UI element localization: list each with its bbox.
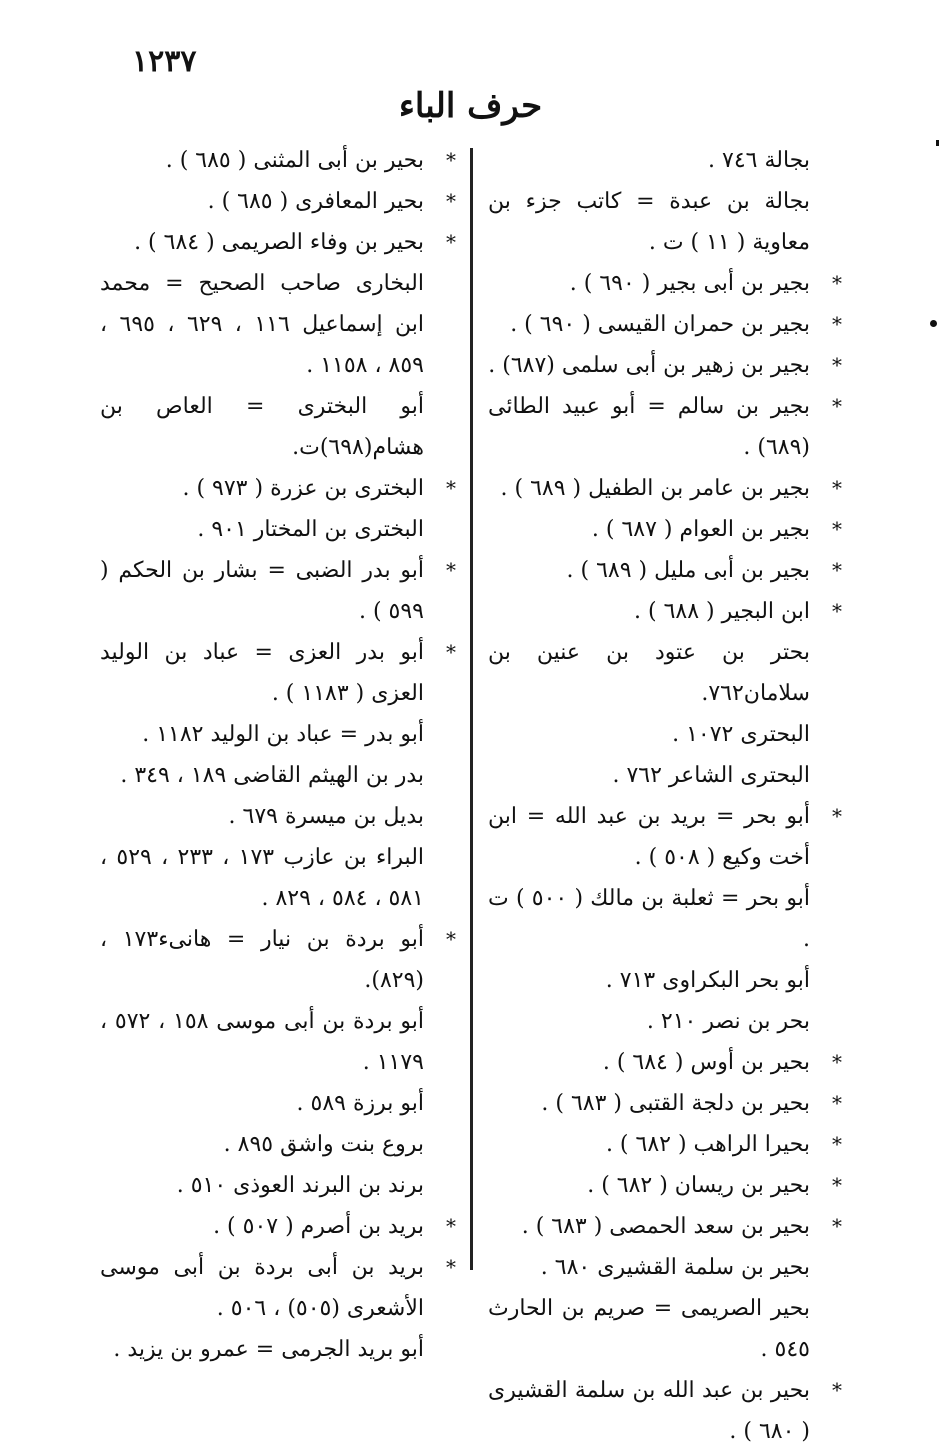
left-column	[100, 140, 464, 1370]
entry-text: بجير بن عامر بن الطفيل ( ٦٨٩ ) .	[500, 476, 810, 501]
index-entry	[488, 591, 850, 632]
entry-marker: *	[446, 230, 456, 254]
index-entry	[488, 509, 850, 550]
entry-text: أبو بحر = بريد بن عبد الله = ابن أخت وكيع ( ٥٠٨ ) .	[488, 804, 810, 870]
entry-text: بحير بن عبد الله بن سلمة القشيرى ( ٦٨٠ ) .	[488, 1378, 810, 1444]
entry-text: بروع بنت واشق ٨٩٥ .	[223, 1132, 424, 1157]
entry-text: بحير بن أبى المثنى ( ٦٨٥ ) .	[165, 148, 424, 173]
entry-marker: *	[832, 312, 842, 336]
index-entry	[488, 632, 850, 714]
index-entry	[100, 632, 464, 714]
entry-marker: *	[446, 476, 456, 500]
entry-text: البحترى ١٠٧٢ .	[672, 722, 810, 747]
index-entry	[488, 263, 850, 304]
entry-text: بجير بن زهير بن أبى سلمى (٦٨٧) .	[488, 353, 810, 378]
index-entry	[100, 509, 464, 550]
entry-text: أبو بدر الضبى = بشار بن الحكم ( ٥٩٩ ) .	[100, 558, 424, 624]
index-entry	[100, 1083, 464, 1124]
entry-text: البحترى الشاعر ٧٦٢ .	[612, 763, 810, 788]
entry-marker: *	[446, 558, 456, 582]
entry-text: البراء بن عازب ١٧٣ ، ٢٣٣ ، ٥٢٩ ، ٥٨١ ، ٥٨٤ ، ٨٢٩ .	[100, 845, 425, 911]
entry-text: بحتر بن عتود بن عنين بن سلامان٧٦٢.	[488, 640, 810, 706]
index-entry	[488, 1206, 850, 1247]
index-entry	[100, 140, 464, 181]
index-entry	[100, 1001, 464, 1083]
index-entry	[100, 222, 464, 263]
entry-marker: *	[832, 599, 842, 623]
entry-text: بحيرا الراهب ( ٦٨٢ ) .	[605, 1132, 810, 1157]
entry-text: بريد بن أبى بردة بن أبى موسى الأشعرى (٥٠٥) ، ٥٠٦ .	[100, 1255, 424, 1321]
index-entry	[100, 1247, 464, 1329]
entry-marker: *	[832, 1378, 842, 1402]
entry-text: بجير بن العوام ( ٦٨٧ ) .	[591, 517, 810, 542]
page-number: ١٢٣٧	[132, 44, 197, 79]
index-entry	[488, 960, 850, 1001]
index-entry	[100, 263, 464, 386]
index-entry	[488, 1247, 850, 1288]
entry-marker: *	[832, 1050, 842, 1074]
entry-text: بجير بن أبى بجير ( ٦٩٠ ) .	[569, 271, 810, 296]
entry-marker: *	[446, 148, 456, 172]
index-entry	[488, 878, 850, 960]
entry-marker: *	[832, 558, 842, 582]
entry-text: برند بن البرند العوذى ٥١٠ .	[176, 1173, 424, 1198]
entry-marker: *	[446, 927, 456, 951]
index-entry	[100, 1124, 464, 1165]
entry-text: أبو برزة ٥٨٩ .	[296, 1091, 424, 1116]
index-entry	[488, 714, 850, 755]
index-entry	[488, 140, 850, 181]
entry-text: بجير بن أبى مليل ( ٦٨٩ ) .	[566, 558, 810, 583]
index-entry	[488, 386, 850, 468]
entry-text: بحير بن سعد الحمصى ( ٦٨٣ ) .	[521, 1214, 810, 1239]
entry-text: بريد بن أصرم ( ٥٠٧ ) .	[213, 1214, 424, 1239]
entry-text: بحير بن وفاء الصريمى ( ٦٨٤ ) .	[134, 230, 424, 255]
entry-text: البخارى صاحب الصحيح = محمد ابن إسماعيل ١١٦ ، ٦٢٩ ، ٦٩٥ ، ٨٥٩ ، ١١٥٨ .	[100, 271, 425, 378]
index-entry	[488, 181, 850, 263]
index-entry	[100, 1329, 464, 1370]
index-entry	[100, 837, 464, 919]
index-entry	[100, 1206, 464, 1247]
index-entry	[488, 1042, 850, 1083]
entry-marker: *	[832, 394, 842, 418]
index-entry	[100, 468, 464, 509]
entry-text: البخترى بن عزرة ( ٩٧٣ ) .	[182, 476, 424, 501]
index-entry	[488, 1083, 850, 1124]
entry-text: بجير بن سالم = أبو عبيد الطائى (٦٨٩) .	[488, 394, 810, 460]
entry-text: أبو بدر العزى = عباد بن الوليد العزى ( ١١٨٣ ) .	[100, 640, 424, 706]
entry-text: أبو بحر = ثعلبة بن مالك ( ٥٠٠ ) ت .	[488, 886, 810, 952]
entry-marker: *	[832, 1214, 842, 1238]
index-entry	[488, 755, 850, 796]
margin-mark	[930, 320, 937, 327]
entry-marker: *	[446, 640, 456, 664]
index-entry	[100, 755, 464, 796]
entry-marker: *	[832, 517, 842, 541]
entry-marker: *	[446, 189, 456, 213]
index-entry	[100, 386, 464, 468]
entry-text: أبو البخترى = العاص بن هشام(٦٩٨)ت.	[100, 394, 424, 460]
entry-text: بجير بن حمران القيسى ( ٦٩٠ ) .	[510, 312, 810, 337]
index-entry	[100, 550, 464, 632]
entry-text: بحير بن دلجة القتبى ( ٦٨٣ ) .	[541, 1091, 810, 1116]
index-entry	[100, 796, 464, 837]
index-entry	[488, 1288, 850, 1370]
entry-text: أبو بريد الجرمى = عمرو بن يزيد .	[113, 1337, 424, 1362]
entry-text: بحير المعافرى ( ٦٨٥ ) .	[207, 189, 424, 214]
entry-text: أبو بردة بن نيار = هانىء١٧٣ ، (٨٢٩).	[100, 927, 425, 993]
index-entry	[100, 919, 464, 1001]
entry-text: بحير الصريمى = صريم بن الحارث ٥٤٥ .	[488, 1296, 810, 1362]
index-entry	[488, 345, 850, 386]
index-entry	[488, 1001, 850, 1042]
entry-text: بحير بن ريسان ( ٦٨٢ ) .	[587, 1173, 810, 1198]
entry-text: بحير بن أوس ( ٦٨٤ ) .	[602, 1050, 810, 1075]
entry-text: ابن البجير ( ٦٨٨ ) .	[634, 599, 810, 624]
entry-text: أبو بحر البكراوى ٧١٣ .	[605, 968, 810, 993]
page-title: حرف الباء	[398, 86, 543, 126]
right-column	[488, 140, 850, 1452]
column-divider	[470, 148, 473, 1270]
index-entry	[100, 1165, 464, 1206]
entry-marker: *	[832, 1173, 842, 1197]
entry-marker: *	[832, 353, 842, 377]
entry-marker: *	[832, 1091, 842, 1115]
index-entry	[488, 1370, 850, 1452]
index-entry	[488, 796, 850, 878]
entry-text: بديل بن ميسرة ٦٧٩ .	[228, 804, 424, 829]
entry-marker: *	[446, 1255, 456, 1279]
entry-text: بحر بن نصر ٢١٠ .	[646, 1009, 810, 1034]
entry-text: بجالة بن عبدة = كاتب جزء بن معاوية ( ١١ ) ت .	[488, 189, 810, 255]
entry-marker: *	[832, 271, 842, 295]
entry-text: أبو بدر = عباد بن الوليد ١١٨٢ .	[142, 722, 424, 747]
index-entry	[488, 1165, 850, 1206]
index-entry	[488, 304, 850, 345]
index-entry	[488, 468, 850, 509]
index-entry	[488, 550, 850, 591]
entry-marker: *	[832, 1132, 842, 1156]
index-entry	[488, 1124, 850, 1165]
margin-mark-top	[936, 140, 939, 146]
entry-marker: *	[832, 804, 842, 828]
index-entry	[100, 714, 464, 755]
entry-marker: *	[832, 476, 842, 500]
entry-text: بحير بن سلمة القشيرى ٦٨٠ .	[540, 1255, 810, 1280]
entry-text: البخترى بن المختار ٩٠١ .	[197, 517, 424, 542]
entry-marker: *	[446, 1214, 456, 1238]
index-entry	[100, 181, 464, 222]
entry-text: بجالة ٧٤٦ .	[708, 148, 810, 173]
entry-text: بدر بن الهيثم القاضى ١٨٩ ، ٣٤٩ .	[120, 763, 424, 788]
entry-text: أبو بردة بن أبى موسى ١٥٨ ، ٥٧٢ ، ١١٧٩ .	[100, 1009, 425, 1075]
